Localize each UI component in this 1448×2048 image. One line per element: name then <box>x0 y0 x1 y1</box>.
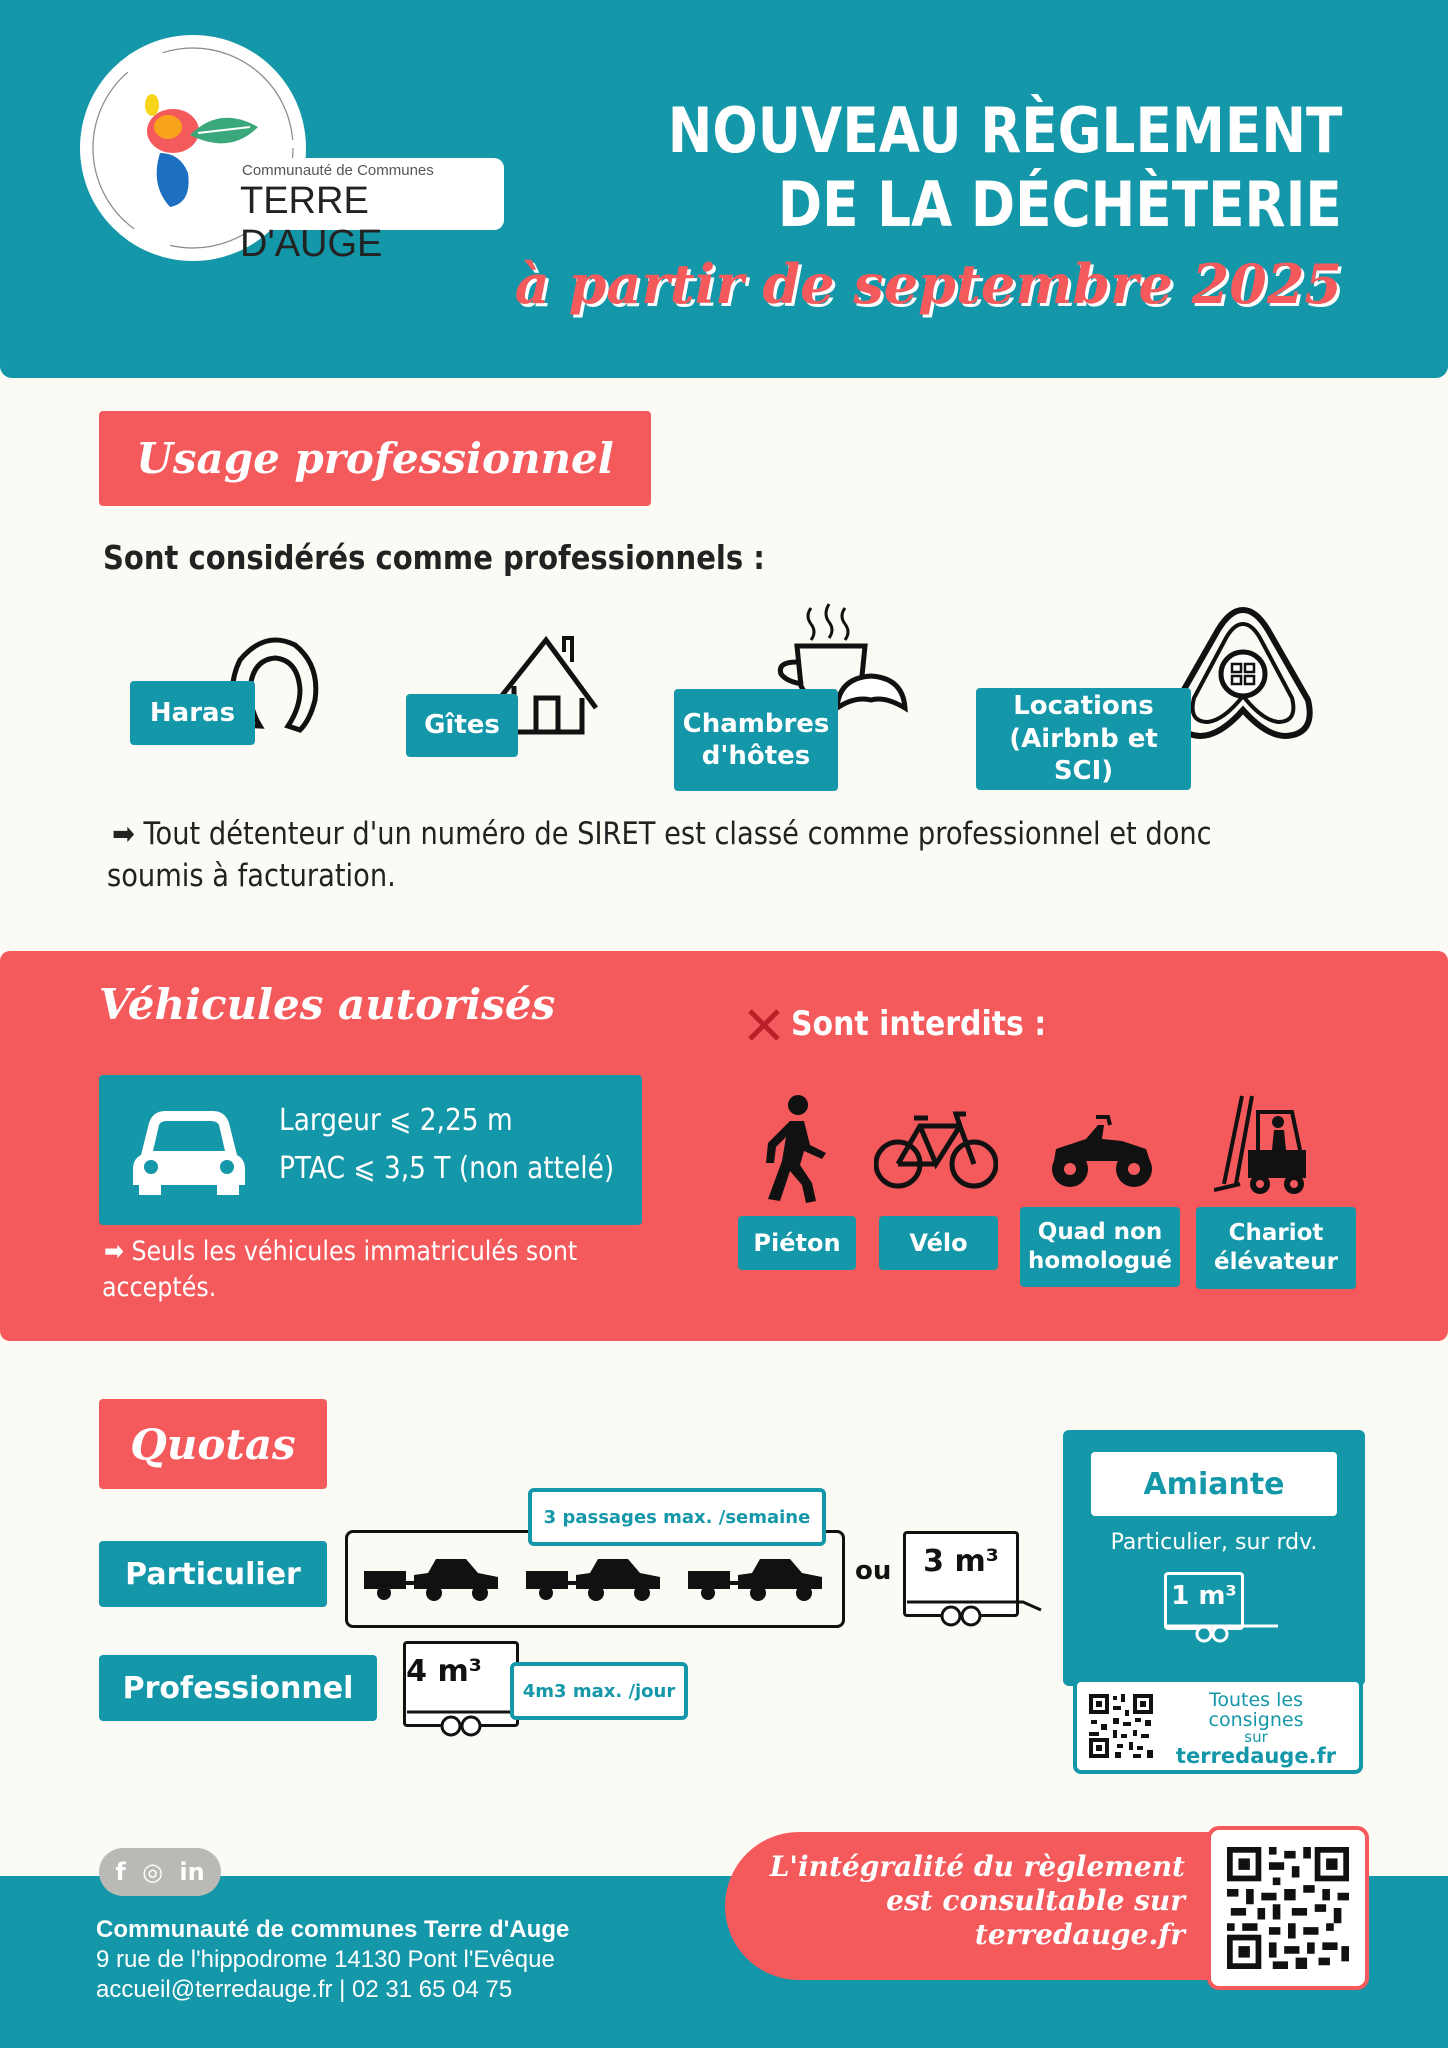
usage-item-locations <box>976 688 1191 790</box>
logo-subtitle: Communauté de Communes <box>242 162 434 179</box>
footer-contact[interactable]: accueil@terredauge.fr | 02 31 65 04 75 <box>96 1976 513 2003</box>
car-trailer-icon <box>526 1559 660 1601</box>
usage-item-label-line1: Chambres <box>682 708 830 739</box>
registered-note-line1: ➡ Seuls les véhicules immatriculés sont <box>104 1236 578 1267</box>
consignes-site[interactable]: terredauge.fr <box>1175 1744 1337 1768</box>
passages-note: 3 passages max. /semaine <box>528 1488 826 1546</box>
forbidden-item-label-line1: Chariot <box>1228 1220 1324 1247</box>
instagram-icon[interactable]: ◎ <box>142 1858 164 1886</box>
trailer-volume: 1 m³ <box>1171 1581 1237 1611</box>
cross-icon <box>746 1007 782 1043</box>
forbidden-item-label: Piéton <box>753 1229 841 1257</box>
footer-org: Communauté de communes Terre d'Auge <box>96 1916 570 1943</box>
logo-plate <box>236 158 504 265</box>
pedestrian-icon <box>760 1093 832 1205</box>
reglement-line2: est consultable sur <box>886 1884 1185 1917</box>
professionnel-label: Professionnel <box>99 1655 377 1721</box>
reglement-link[interactable]: terredauge.fr <box>974 1918 1185 1951</box>
consignes-line1: Toutes les consignes <box>1208 1689 1304 1731</box>
quotas-section-tag: Quotas <box>99 1399 327 1489</box>
facebook-icon[interactable]: f <box>115 1858 126 1886</box>
car-trailer-icon <box>364 1559 498 1601</box>
or-text: ou <box>855 1556 892 1586</box>
qr-code-icon[interactable] <box>1227 1847 1349 1969</box>
registered-note-line2: acceptés. <box>102 1272 217 1303</box>
car-trailer-icon <box>688 1559 822 1601</box>
particulier-label: Particulier <box>99 1541 327 1607</box>
trailer-wheels-icon <box>903 1596 1043 1630</box>
forbidden-title: Sont interdits : <box>791 1004 1047 1044</box>
vehicle-rules-box <box>99 1075 642 1225</box>
reglement-text <box>740 1850 1185 1952</box>
reglement-qr-frame <box>1207 1826 1369 1990</box>
siret-note-cont <box>107 855 1339 897</box>
amiante-title: Amiante <box>1091 1452 1337 1516</box>
usage-item-label-line2: d'hôtes <box>701 741 811 771</box>
forbidden-item-label-line1: Quad non <box>1037 1219 1163 1246</box>
usage-heading: Sont considérés comme professionnels : <box>103 538 765 577</box>
airbnb-icon <box>1170 604 1316 742</box>
page-title-line1: NOUVEAU RÈGLEMENT <box>667 94 1342 167</box>
forbidden-item-velo <box>879 1216 998 1270</box>
usage-item-label-line2: (Airbnb et SCI) <box>1009 723 1158 787</box>
amiante-subtitle: Particulier, sur rdv. <box>1110 1530 1318 1555</box>
siret-note-line1: ➡ Tout détenteur d'un numéro de SIRET est classé comme professionnel et donc <box>112 816 1212 852</box>
usage-section-tag: Usage professionnel <box>99 411 651 506</box>
width-rule: Largeur ⩽ 2,25 m <box>279 1103 513 1138</box>
trailer-volume: 3 m³ <box>923 1544 999 1579</box>
trailer-volume: 4 m³ <box>406 1654 482 1689</box>
consignes-line2: sur <box>1244 1728 1268 1746</box>
usage-item-label: Gîtes <box>424 710 500 741</box>
consignes-text <box>1161 1690 1351 1768</box>
usage-item-haras <box>130 681 255 745</box>
car-icon <box>131 1103 247 1195</box>
forbidden-item-pieton <box>738 1216 856 1270</box>
forbidden-item-label-line2: homologué <box>1027 1248 1173 1274</box>
forbidden-item-quad <box>1020 1207 1180 1287</box>
car-trailer-icons <box>362 1553 822 1603</box>
professionnel-note: 4m3 max. /jour <box>510 1662 688 1720</box>
footer-address: 9 rue de l'hippodrome 14130 Pont l'Evêque <box>96 1946 555 1973</box>
siret-note <box>112 813 1344 855</box>
reglement-line1: L'intégralité du règlement <box>769 1850 1185 1883</box>
usage-item-chambres-hotes <box>674 689 838 791</box>
consignes-box <box>1073 1678 1363 1774</box>
amiante-panel <box>1063 1430 1365 1686</box>
vehicles-section-tag: Véhicules autorisés <box>99 980 556 1029</box>
usage-item-gites <box>406 694 518 757</box>
linkedin-icon[interactable]: in <box>179 1858 205 1886</box>
bicycle-icon <box>874 1108 998 1190</box>
quad-icon <box>1046 1113 1156 1191</box>
usage-item-label-line1: Locations <box>1013 691 1154 722</box>
weight-rule: PTAC ⩽ 3,5 T (non attelé) <box>279 1151 615 1186</box>
forbidden-item-label-line2: élévateur <box>1214 1249 1338 1275</box>
header-banner <box>0 0 1448 378</box>
logo-name: TERRE D'AUGE <box>240 180 383 265</box>
forbidden-item-chariot <box>1196 1207 1356 1289</box>
forbidden-item-label: Vélo <box>909 1229 968 1257</box>
forklift-icon <box>1214 1092 1312 1196</box>
usage-item-label: Haras <box>149 697 236 728</box>
siret-note-line2: soumis à facturation. <box>107 858 396 894</box>
page-subtitle: à partir de septembre 2025 <box>514 252 1342 316</box>
qr-code-icon[interactable] <box>1089 1694 1153 1758</box>
page-title-line2: DE LA DÉCHÈTERIE <box>777 168 1342 241</box>
social-links <box>99 1848 221 1896</box>
trailer-wheels-icon <box>1164 1610 1284 1644</box>
